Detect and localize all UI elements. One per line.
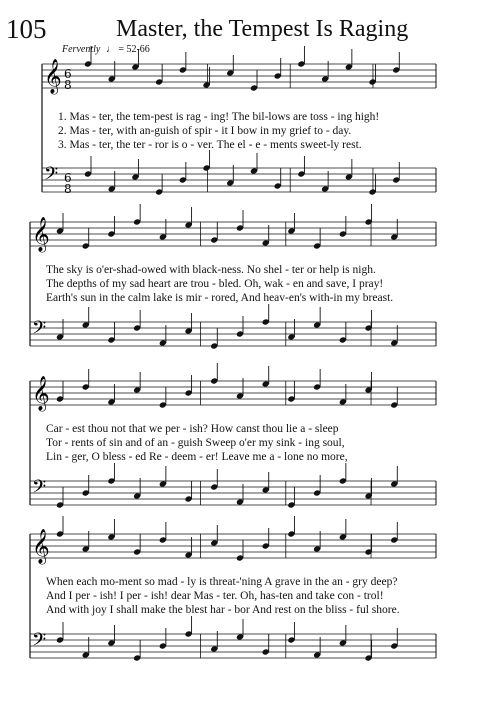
treble-clef-icon: 𝄞 — [44, 59, 62, 94]
bass-clef-icon: 𝄢 — [44, 164, 59, 189]
tempo-label: Fervently — [62, 44, 101, 55]
treble-clef-icon: 𝄞 — [32, 376, 50, 411]
lyric-line-s1-v3: 3. Mas - ter, the ter - ror is o - ver. The el - e - ments sweet-ly rest. — [58, 139, 362, 151]
lyric-line-s2-v1: The sky is o'er-shad-owed with black-ness. No shel - ter or help is nigh. — [46, 264, 376, 276]
bass-clef-icon: 𝄢 — [32, 477, 47, 502]
lyric-line-s2-v3: Earth's sun in the calm lake is mir - rored, And heav-en's with-in my breast. — [46, 292, 394, 304]
bass-clef-icon: 𝄢 — [32, 318, 47, 343]
bass-clef-icon: 𝄢 — [32, 630, 47, 655]
hymn-title: Master, the Tempest Is Raging — [116, 16, 409, 42]
lyric-line-s4-v1: When each mo-ment so mad - ly is threat-'ning A grave in the an - gry deep? — [46, 576, 398, 588]
lyric-line-s4-v3: And with joy I shall make the blest har - bor And rest on the bliss - ful shore. — [46, 604, 400, 616]
time-signature-top: 6 — [64, 171, 72, 185]
lyric-line-s2-v2: The depths of my sad heart are trou - bled. Oh, wak - en and save, I pray! — [46, 278, 384, 290]
time-signature-top: 6 — [64, 67, 72, 81]
treble-clef-icon: 𝄞 — [32, 217, 50, 252]
treble-clef-icon: 𝄞 — [32, 529, 50, 564]
hymn-number: 105 — [6, 14, 47, 44]
lyric-line-s3-v2: Tor - rents of sin and of an - guish Sweep o'er my sink - ing soul, — [46, 437, 345, 449]
lyric-line-s1-v2: 2. Mas - ter, with an-guish of spir - it I bow in my grief to - day. — [58, 125, 352, 137]
lyric-line-s3-v1: Car - est thou not that we per - ish? How canst thou lie a - sleep — [46, 423, 339, 435]
tempo-value: ♩ = 52-66 — [105, 44, 150, 55]
time-signature-bottom: 8 — [64, 182, 72, 196]
time-signature-bottom: 8 — [64, 78, 72, 92]
lyric-line-s1-v1: 1. Mas - ter, the tem-pest is rag - ing! The bil-lows are toss - ing high! — [58, 111, 380, 123]
lyric-line-s4-v2: And I per - ish! I per - ish! dear Mas - ter. Oh, has-ten and take con - trol! — [46, 590, 384, 602]
lyric-line-s3-v3: Lin - ger, O bless - ed Re - deem - er! Leave me a - lone no more, — [46, 451, 348, 463]
